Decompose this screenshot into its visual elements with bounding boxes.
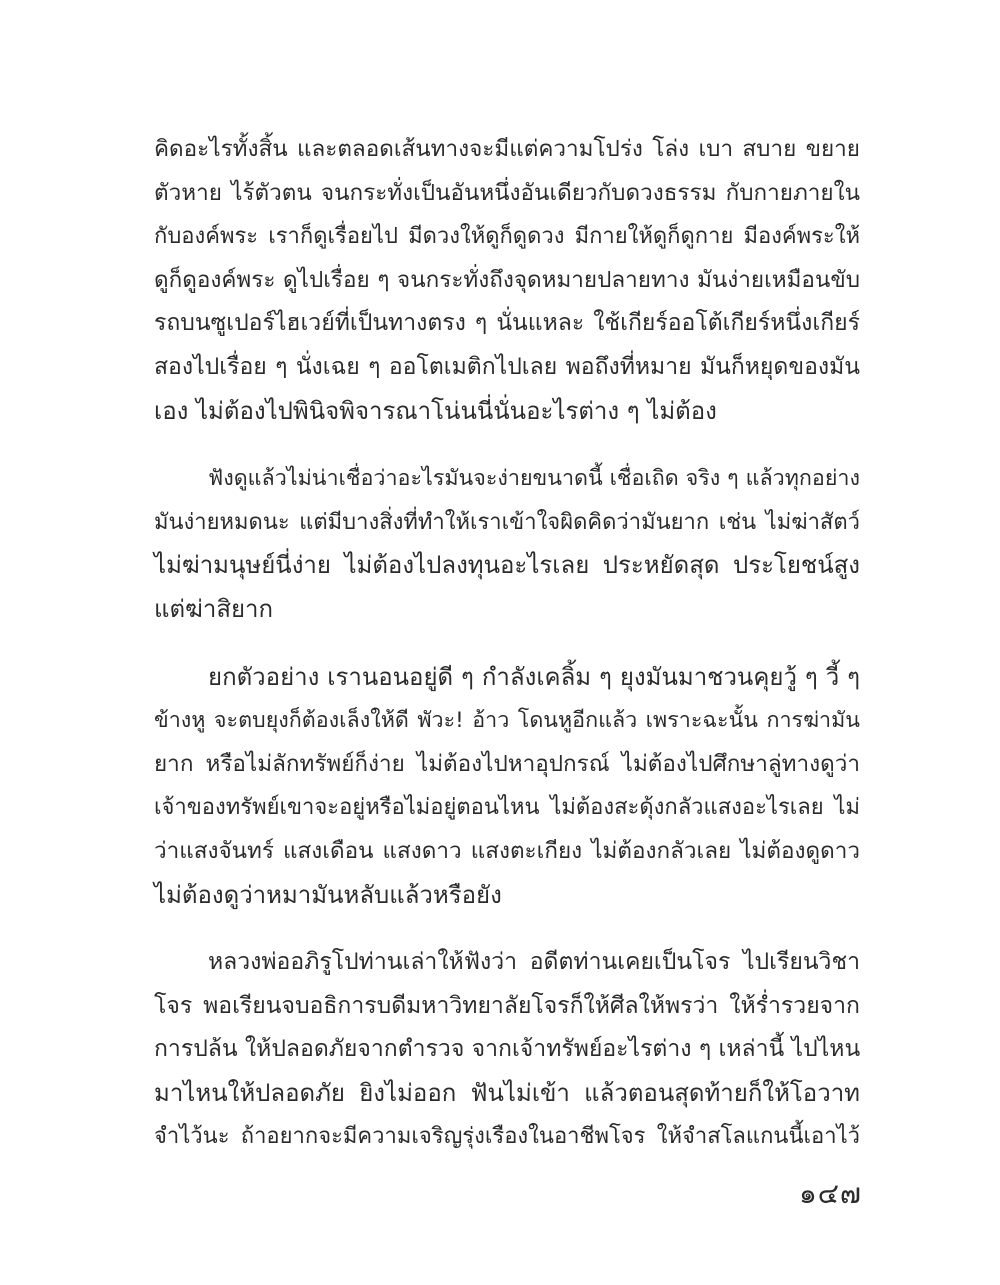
page-number: ๑๔๗	[798, 1177, 862, 1210]
text-line: ยาก หรือไม่ลักทรัพย์ก็ง่าย ไม่ต้องไปหาอุปกรณ์ ไม่ต้องไปศึกษาลู่ทางดูว่า	[154, 750, 860, 777]
text-line: คิดอะไรทั้งสิ้น และตลอดเส้นทางจะมีแต่ความโปร่ง โล่ง เบา สบาย ขยาย	[154, 136, 860, 162]
book-page	[154, 128, 860, 1183]
paragraph-3	[154, 656, 860, 918]
text-line: มันง่ายหมดนะ แต่มีบางสิ่งที่ทำให้เราเข้าใจผิดคิดว่ามันยาก เช่น ไม่ฆ่าสัตว์	[154, 509, 860, 535]
text-line: โจร พอเรียนจบอธิการบดีมหาวิทยาลัยโจรก็ให้ศีลให้พรว่า ให้ร่ำรวยจาก	[154, 992, 860, 1019]
text-line: การปล้น ให้ปลอดภัยจากตำรวจ จากเจ้าทรัพย์อะไรต่าง ๆ เหล่านี้ ไปไหน	[154, 1036, 861, 1063]
text-line: ไม่ต้องดูว่าหมามันหลับแล้วหรือยัง	[154, 880, 502, 909]
text-line: ตัวหาย ไร้ตัวตน จนกระทั่งเป็นอันหนึ่งอันเดียวกับดวงธรรม กับกายภายใน	[154, 179, 860, 206]
text-line: ไม่ฆ่ามนุษย์นี่ง่าย ไม่ต้องไปลงทุนอะไรเลย ประหยัดสุด ประโยชน์สูง	[154, 551, 860, 580]
text-line: สองไปเรื่อย ๆ นั่งเฉย ๆ ออโตเมติกไปเลย พอถึงที่หมาย มันก็หยุดของมัน	[154, 353, 860, 380]
text-line: กับองค์พระ เราก็ดูเรื่อยไป มีดวงให้ดูก็ดูดวง มีกายให้ดูก็ดูกาย มีองค์พระให้	[154, 224, 860, 250]
text-line: เอง ไม่ต้องไปพินิจพิจารณาโน่นนี่นั่นอะไรต่าง ๆ ไม่ต้อง	[154, 396, 717, 425]
text-line: ข้างหู จะตบยุงก็ต้องเล็งให้ดี พัวะ! อ้าว โดนหูอีกแล้ว เพราะฉะนั้น การฆ่ามัน	[154, 708, 860, 734]
text-line: หลวงพ่ออภิรูโปท่านเล่าให้ฟังว่า อดีตท่านเคยเป็นโจร ไปเรียนวิชา	[208, 949, 860, 976]
text-line: ฟังดูแล้วไม่น่าเชื่อว่าอะไรมันจะง่ายขนาดนี้ เชื่อเถิด จริง ๆ แล้วทุกอย่าง	[208, 466, 860, 492]
text-line: มาไหนให้ปลอดภัย ยิงไม่ออก ฟันไม่เข้า แล้วตอนสุดท้ายก็ให้โอวาท	[154, 1078, 860, 1107]
text-line: ยกตัวอย่าง เรานอนอยู่ดี ๆ กำลังเคลิ้ม ๆ ยุงมันมาชวนคุยวู้ ๆ วี้ ๆ	[208, 662, 860, 691]
text-line: เจ้าของทรัพย์เขาจะอยู่หรือไม่อยู่ตอนไหน ไม่ต้องสะดุ้งกลัวแสงอะไรเลย ไม่	[154, 795, 860, 821]
paragraph-4	[154, 941, 860, 1159]
paragraph-2	[154, 457, 860, 631]
text-line: ดูก็ดูองค์พระ ดูไปเรื่อย ๆ จนกระทั่งถึงจุดหมายปลายทาง มันง่ายเหมือนขับ	[154, 266, 860, 293]
text-line: ว่าแสงจันทร์ แสงเดือน แสงดาว แสงตะเกียง ไม่ต้องกลัวเลย ไม่ต้องดูดาว	[154, 837, 860, 864]
paragraph-1	[154, 128, 860, 433]
text-line: จำไว้นะ ถ้าอยากจะมีความเจริญรุ่งเรืองในอาชีพโจร ให้จำสโลแกนนี้เอาไว้	[154, 1124, 860, 1150]
text-line: รถบนซูเปอร์ไฮเวย์ที่เป็นทางตรง ๆ นั่นแหละ ใช้เกียร์ออโต้เกียร์หนึ่งเกียร์	[154, 310, 860, 337]
text-line: แต่ฆ่าสิยาก	[154, 594, 274, 623]
